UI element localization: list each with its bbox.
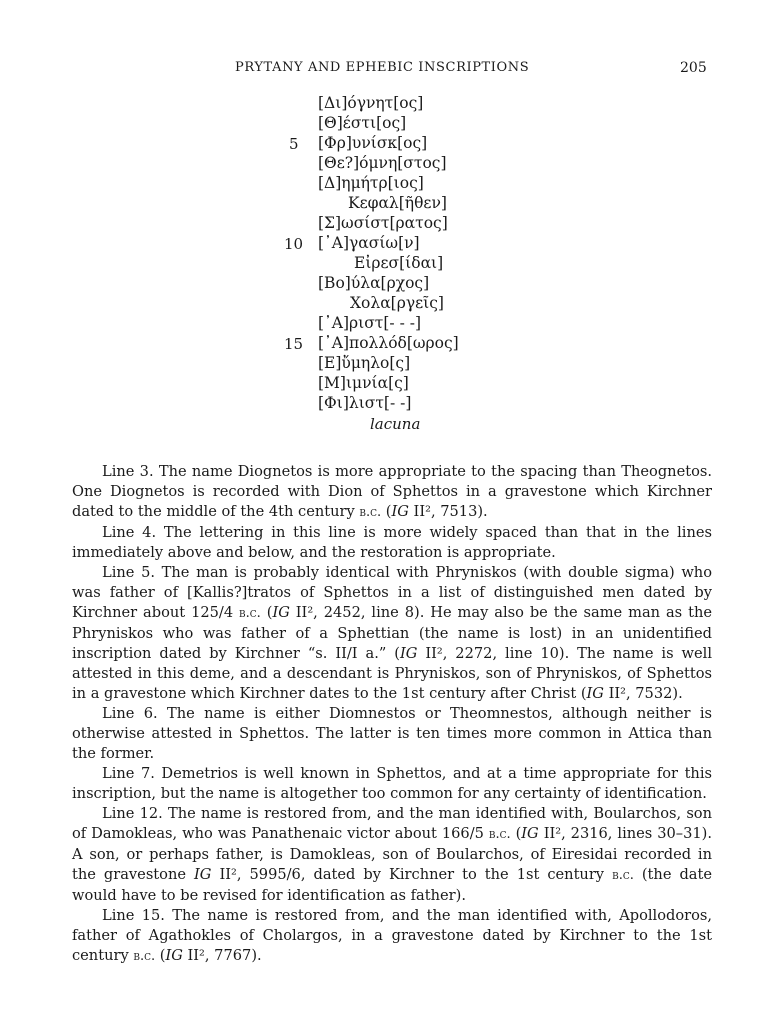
inscription-line: [Θ]έστι[ος] bbox=[318, 114, 407, 132]
note-text: ( bbox=[155, 947, 166, 964]
note-text: (the date would have to be revised for identification as father). bbox=[72, 866, 713, 904]
note-text: II², 5995/6, dated by Kirchner to the 1st century bbox=[211, 866, 613, 883]
inscription-line: Χολα[ργεῖς] bbox=[350, 294, 444, 312]
ig-abbrev: IG bbox=[586, 685, 604, 702]
note-text: Line 3. The name Diognetos is more appropriate to the spacing than Theognetos. One Diognetos is recorded with Dion of Sphettos in a gravestone which Kirchner dated to the middle of the 4th century bbox=[72, 463, 712, 520]
note-text: II², 7767). bbox=[182, 947, 262, 964]
inscription-line: [Δ]ημήτρ[ιος] bbox=[318, 174, 424, 192]
inscription-line: [᾿Α]ριστ[- - -] bbox=[318, 314, 422, 332]
ig-abbrev: IG bbox=[391, 503, 409, 520]
note-line-5 bbox=[72, 563, 712, 704]
inscription-line: [᾿Α]πολλόδ[ωρος] bbox=[318, 334, 459, 352]
note-line-7: Line 7. Demetrios is well known in Sphettos, and at a time appropriate for this inscription, but the name is altogether too common for any certainty of identification. bbox=[72, 765, 712, 802]
inscription-line: Εἰρεσ[ίδαι] bbox=[354, 254, 444, 272]
era-bc: b.c. bbox=[359, 505, 382, 520]
era-bc: b.c. bbox=[488, 827, 511, 842]
note-text: Line 12. The name is restored from, and the man identified with, Boularchos, son of Damokleas, who was Panathenaic victor about 166/5 bbox=[72, 805, 712, 842]
ig-abbrev: IG bbox=[399, 645, 418, 662]
note-text: ( bbox=[260, 604, 273, 621]
inscription-line: [Δι]όγνητ[ος] bbox=[318, 94, 424, 112]
era-bc: b.c. bbox=[612, 868, 634, 883]
line-number: 10 bbox=[284, 235, 304, 253]
note-text: II², 2452, line 8). He may also be the same man as the Phryniskos who was father of a Sphettian (the name is lost) in an unidentified inscription dated by Kirchner “s. II/I a.” ( bbox=[72, 604, 712, 662]
note-text: Line 5. The man is probably identical with Phryniskos (with double sigma) who was father of [Kallis?]tratos of Sphettos in a list of distinguished men dated by Kirchner about 125/4 bbox=[72, 564, 712, 621]
note-line-6: Line 6. The name is either Diomnestos or Theomnestos, although neither is otherwise attested in Sphettos. The latter is ten times more common in Attica than the former. bbox=[72, 705, 712, 762]
note-text: II², 7532). bbox=[603, 685, 683, 702]
era-bc: b.c. bbox=[239, 606, 261, 621]
inscription-line: [Σ]ωσίστ[ρατος] bbox=[318, 214, 448, 232]
note-line-4: Line 4. The lettering in this line is more widely spaced than that in the lines immediately above and below, and the restoration is appropriate. bbox=[72, 524, 712, 561]
ig-abbrev: IG bbox=[521, 825, 539, 842]
line-number: 15 bbox=[284, 335, 304, 353]
inscription-line: [᾿Α]γασίω[ν] bbox=[318, 234, 420, 252]
running-title: PRYTANY AND EPHEBIC INSCRIPTIONS bbox=[235, 60, 530, 75]
inscription-line: [Φι]λιστ[- -] bbox=[318, 394, 412, 412]
commentary bbox=[72, 462, 712, 967]
note-text: Line 15. The name is restored from, and the man identified with, Apollodoros, father of Agathokles of Cholargos, in a gravestone dated by Kirchner to the 1st century bbox=[72, 907, 712, 964]
line-number: 5 bbox=[289, 135, 299, 153]
note-text: II², 7513). bbox=[408, 503, 488, 520]
note-text: II², 2272, line 10). The name is well attested in this deme, and a descendant is Phryniskos, son of Phryniskos, of Sphettos in a gravestone which Kirchner dates to the 1st century after Christ ( bbox=[72, 645, 712, 702]
inscription-line: [Ε]ὔμηλο[ς] bbox=[318, 354, 411, 372]
ig-abbrev: IG bbox=[165, 947, 183, 964]
note-text: II², 2316, lines 30–31). A son, or perhaps father, is Damokleas, son of Boularchos, of Eiresidai recorded in the gravestone bbox=[72, 825, 712, 883]
ig-abbrev: IG bbox=[272, 604, 290, 621]
inscription-line: [Φρ]υνίσκ[ος] bbox=[318, 134, 428, 152]
page-header bbox=[0, 60, 777, 80]
note-text: ( bbox=[381, 503, 392, 520]
note-text: ( bbox=[510, 825, 522, 842]
note-line-3 bbox=[72, 462, 712, 523]
inscription-line: [Θε?]όμνη[στος] bbox=[318, 154, 447, 172]
inscription-line: [Βο]ύλα[ρχος] bbox=[318, 274, 430, 292]
page-number: 205 bbox=[680, 60, 707, 76]
inscription-line: Κεφαλ[ῆθεν] bbox=[348, 194, 447, 212]
ig-abbrev: IG bbox=[194, 866, 212, 883]
note-line-12 bbox=[72, 804, 712, 906]
era-bc: b.c. bbox=[133, 949, 156, 964]
inscription-line: [Μ]ιμνία[ς] bbox=[318, 374, 409, 392]
lacuna-note: lacuna bbox=[370, 415, 421, 433]
note-line-15 bbox=[72, 906, 712, 967]
